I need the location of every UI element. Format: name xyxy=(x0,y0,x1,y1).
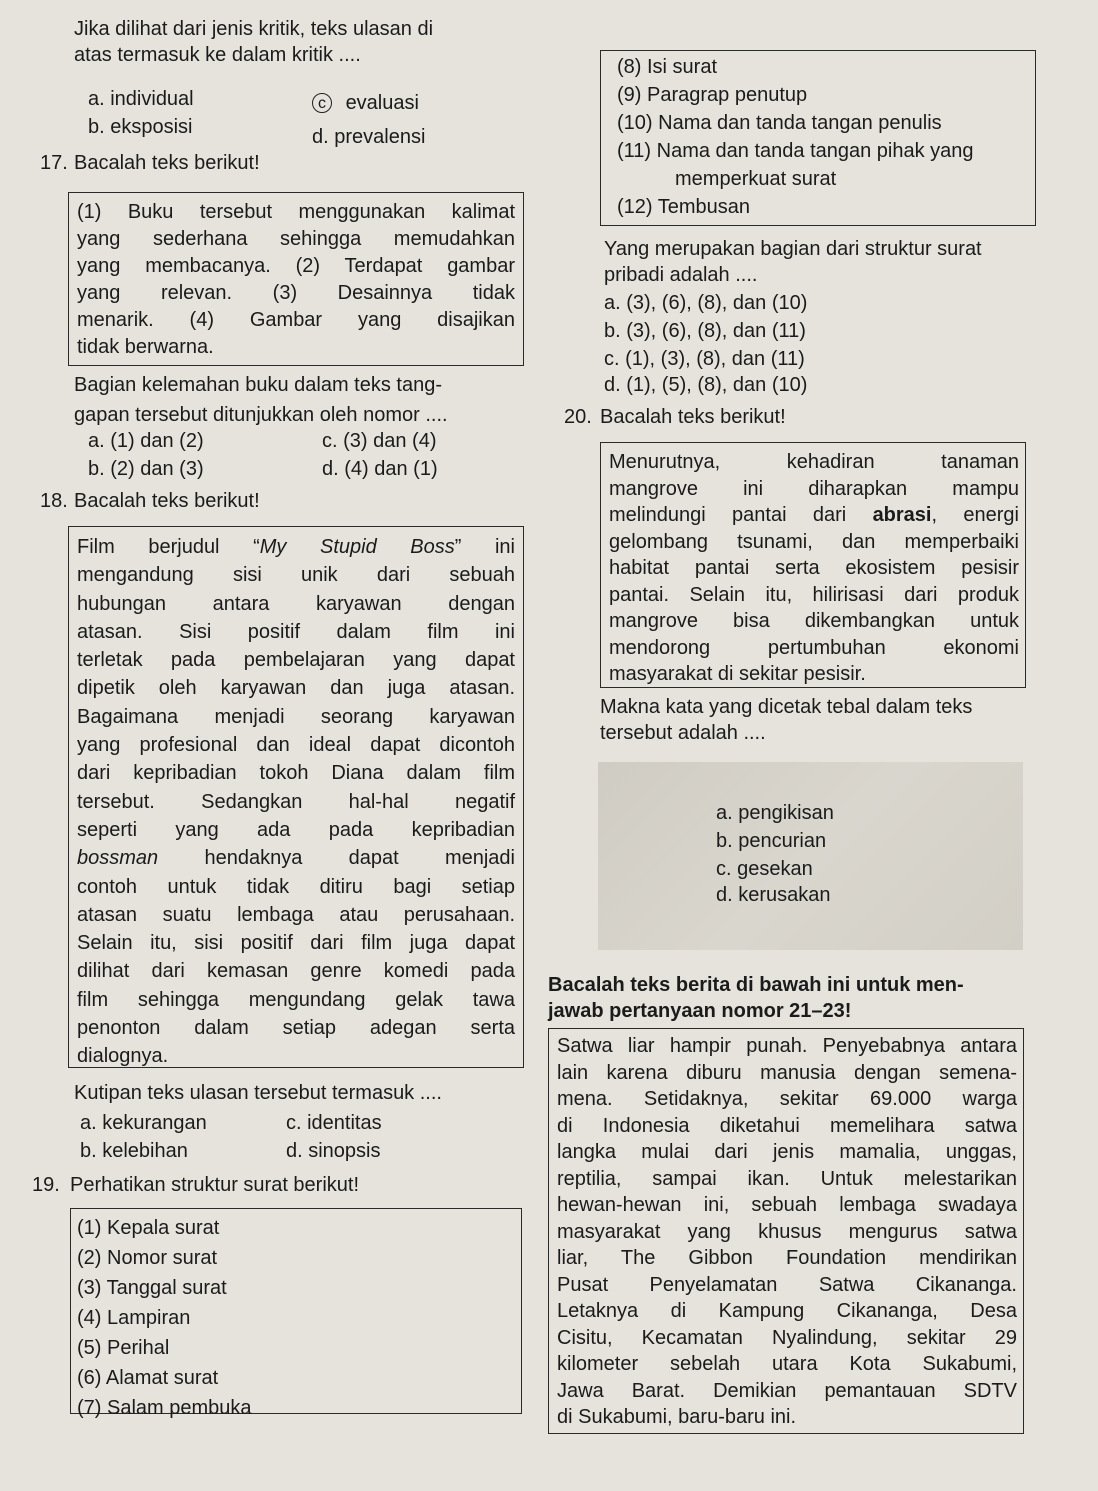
q17-option-d[interactable]: d. (4) dan (1) xyxy=(322,458,438,480)
q16-option-c-label: evaluasi xyxy=(345,92,419,114)
q20-line: mangrove ini diharapkan mampu xyxy=(609,477,1019,500)
news-line: di Indonesia diketahui memelihara satwa xyxy=(557,1114,1017,1137)
q20-title: Bacalah teks berikut! xyxy=(600,406,786,428)
q18-line: dialognya. xyxy=(77,1045,169,1068)
q19-item: (5) Perihal xyxy=(77,1337,170,1359)
q20-line: gelombang tsunami, dan memperbaiki xyxy=(609,530,1019,553)
q20-line: melindungi pantai dari abrasi, energi xyxy=(609,504,1019,526)
q16-stem-line1: Jika dilihat dari jenis kritik, teks ulasan di xyxy=(74,18,434,40)
q19-item: (1) Kepala surat xyxy=(77,1217,220,1239)
q20-option-a[interactable]: a. pengikisan xyxy=(716,802,834,824)
q18-stem: Kutipan teks ulasan tersebut termasuk .... xyxy=(74,1082,442,1104)
q17-line: (1) Buku tersebut menggunakan kalimat xyxy=(77,201,515,223)
q18-option-c[interactable]: c. identitas xyxy=(286,1112,382,1134)
q20-box-text xyxy=(609,449,1019,688)
q20-line: pantai. Selain itu, hilirisasi dari produk xyxy=(609,583,1019,606)
news-line: lain karena diburu manusia dengan semena- xyxy=(557,1061,1017,1084)
circled-answer-mark: c xyxy=(312,93,332,113)
news-intro-line1: Bacalah teks berita di bawah ini untuk men- xyxy=(548,974,964,996)
bold-word: abrasi xyxy=(872,504,932,526)
q16-option-c[interactable] xyxy=(312,90,419,116)
news-box-text xyxy=(557,1033,1017,1431)
q18-line: seperti yang ada pada kepribadian xyxy=(77,818,515,841)
news-line: masyarakat yang khusus mengurus satwa xyxy=(557,1220,1017,1243)
q18-line: penonton dalam setiap adegan serta xyxy=(77,1017,515,1040)
q20-line: habitat pantai serta ekosistem pesisir xyxy=(609,557,1019,579)
q19-stem-line2: pribadi adalah .... xyxy=(604,264,758,286)
q19-item: (3) Tanggal surat xyxy=(77,1277,227,1299)
q19-number: 19. xyxy=(32,1174,60,1196)
q18-line: dilihat dari kemasan genre komedi pada xyxy=(77,960,515,983)
q18-line: Bagaimana menjadi seorang karyawan xyxy=(77,705,515,728)
q19-option-d[interactable]: d. (1), (5), (8), dan (10) xyxy=(604,374,808,396)
q20-line: masyarakat di sekitar pesisir. xyxy=(609,663,866,685)
q19-item: (2) Nomor surat xyxy=(77,1247,218,1269)
q17-line: yang membacanya. (2) Terdapat gambar xyxy=(77,255,515,277)
q20-option-b[interactable]: b. pencurian xyxy=(716,830,827,852)
q17-line: menarik. (4) Gambar yang disajikan xyxy=(77,309,515,331)
q17-stem-line2: gapan tersebut ditunjukkan oleh nomor .... xyxy=(74,404,448,426)
q19-item: (8) Isi surat xyxy=(617,56,718,78)
news-line: di Sukabumi, baru-baru ini. xyxy=(557,1406,797,1428)
q20-line: mendorong pertumbuhan ekonomi xyxy=(609,636,1019,659)
news-intro-line2: jawab pertanyaan nomor 21–23! xyxy=(548,1000,852,1022)
q18-line: film sehingga mengundang gelak tawa xyxy=(77,988,515,1011)
news-line: reptilia, sampai ikan. Untuk melestarikan xyxy=(557,1167,1017,1190)
q18-option-a[interactable]: a. kekurangan xyxy=(80,1112,207,1134)
q17-option-b[interactable]: b. (2) dan (3) xyxy=(88,458,204,480)
q18-line: contoh untuk tidak ditiru bagi setiap xyxy=(77,875,515,898)
q18-option-b[interactable]: b. kelebihan xyxy=(80,1140,188,1162)
q19-item: (6) Alamat surat xyxy=(77,1367,219,1389)
news-line: Satwa liar hampir punah. Penyebabnya antara xyxy=(557,1035,1017,1057)
q20-line: mangrove bisa dikembangkan untuk xyxy=(609,610,1019,632)
q18-line: atasan. Sisi positif dalam film ini xyxy=(77,620,515,643)
q20-number: 20. xyxy=(564,406,592,428)
q18-line: hubungan antara karyawan dengan xyxy=(77,592,515,615)
q18-line: atasan suatu lembaga atau perusahaan. xyxy=(77,903,515,926)
q19-title: Perhatikan struktur surat berikut! xyxy=(70,1174,360,1196)
q16-option-b[interactable]: b. eksposisi xyxy=(88,116,193,138)
q18-line: bossman hendaknya dapat menjadi xyxy=(77,847,515,870)
q18-line: dari kepribadian tokoh Diana dalam film xyxy=(77,762,515,785)
news-line: Letaknya di Kampung Cikananga, Desa xyxy=(557,1300,1017,1322)
q20-stem-line1: Makna kata yang dicetak tebal dalam teks xyxy=(600,696,973,718)
q18-line: dipetik oleh karyawan dan juga atasan. xyxy=(77,677,515,700)
news-text-box xyxy=(548,1028,1024,1434)
q17-text-box xyxy=(68,192,524,366)
q17-number: 17. xyxy=(40,152,68,174)
q17-line: tidak berwarna. xyxy=(77,336,214,358)
q19-item: (9) Paragrap penutup xyxy=(617,84,808,106)
news-line: Jawa Barat. Demikian pemantauan SDTV xyxy=(557,1379,1017,1402)
q18-line: yang profesional dan ideal dapat dicontoh xyxy=(77,734,515,757)
q19-option-c[interactable]: c. (1), (3), (8), dan (11) xyxy=(604,348,805,370)
q19-stem-line1: Yang merupakan bagian dari struktur surat xyxy=(604,238,982,260)
q19-item: (10) Nama dan tanda tangan penulis xyxy=(617,112,942,134)
q19-option-b[interactable]: b. (3), (6), (8), dan (11) xyxy=(604,320,806,342)
q17-box-text xyxy=(77,199,515,361)
q19-right-list xyxy=(617,53,974,221)
q19-structure-box-left xyxy=(70,1208,522,1419)
q19-structure-box-right xyxy=(600,50,1036,226)
q19-item: (4) Lampiran xyxy=(77,1307,191,1329)
q18-line: terletak pada pembelajaran yang dapat xyxy=(77,649,515,672)
q17-option-c[interactable]: c. (3) dan (4) xyxy=(322,430,437,452)
q18-line: Selain itu, sisi positif dari film juga dapat xyxy=(77,932,515,955)
q20-option-d[interactable]: d. kerusakan xyxy=(716,884,831,906)
q17-line: yang sederhana sehingga memudahkan xyxy=(77,228,515,250)
q16-option-d[interactable]: d. prevalensi xyxy=(312,126,426,148)
news-line: Pusat Penyelamatan Satwa Cikananga. xyxy=(557,1273,1017,1296)
q19-item: (11) Nama dan tanda tangan pihak yang xyxy=(617,140,974,162)
q20-text-box xyxy=(600,442,1026,688)
q19-item-continuation: memperkuat surat xyxy=(675,168,837,190)
q18-line: mengandung sisi unik dari sebuah xyxy=(77,564,515,587)
news-line: hewan-hewan ini, sebuah lembaga swadaya xyxy=(557,1194,1017,1216)
q17-title: Bacalah teks berikut! xyxy=(74,152,260,174)
q16-option-a[interactable]: a. individual xyxy=(88,88,194,110)
q17-stem-line1: Bagian kelemahan buku dalam teks tang- xyxy=(74,374,443,396)
q19-item: (7) Salam pembuka xyxy=(77,1397,252,1419)
news-line: mena. Setidaknya, sekitar 69.000 warga xyxy=(557,1088,1017,1110)
news-line: liar, The Gibbon Foundation mendirikan xyxy=(557,1247,1017,1269)
q18-number: 18. xyxy=(40,490,68,512)
q17-line: yang relevan. (3) Desainnya tidak xyxy=(77,282,515,304)
news-line: kilometer sebelah utara Kota Sukabumi, xyxy=(557,1353,1017,1375)
q20-stem-line2: tersebut adalah .... xyxy=(600,722,766,744)
q18-title: Bacalah teks berikut! xyxy=(74,490,260,512)
q19-item: (12) Tembusan xyxy=(617,196,751,218)
q16-stem-line2: atas termasuk ke dalam kritik .... xyxy=(74,44,361,66)
q20-line: Menurutnya, kehadiran tanaman xyxy=(609,451,1019,473)
q19-option-a[interactable]: a. (3), (6), (8), dan (10) xyxy=(604,292,808,314)
q18-line: Film berjudul “My Stupid Boss” ini xyxy=(77,536,515,558)
q18-box-text xyxy=(77,533,515,1071)
q18-option-d[interactable]: d. sinopsis xyxy=(286,1140,381,1162)
q17-option-a[interactable]: a. (1) dan (2) xyxy=(88,430,204,452)
q20-option-c[interactable]: c. gesekan xyxy=(716,858,813,880)
news-line: Cisitu, Kecamatan Nyalindung, sekitar 29 xyxy=(557,1326,1017,1349)
q18-line: tersebut. Sedangkan hal-hal negatif xyxy=(77,790,515,813)
q19-left-list xyxy=(77,1213,252,1423)
q18-text-box xyxy=(68,526,524,1068)
news-line: langka mulai dari jenis mamalia, unggas, xyxy=(557,1141,1017,1163)
